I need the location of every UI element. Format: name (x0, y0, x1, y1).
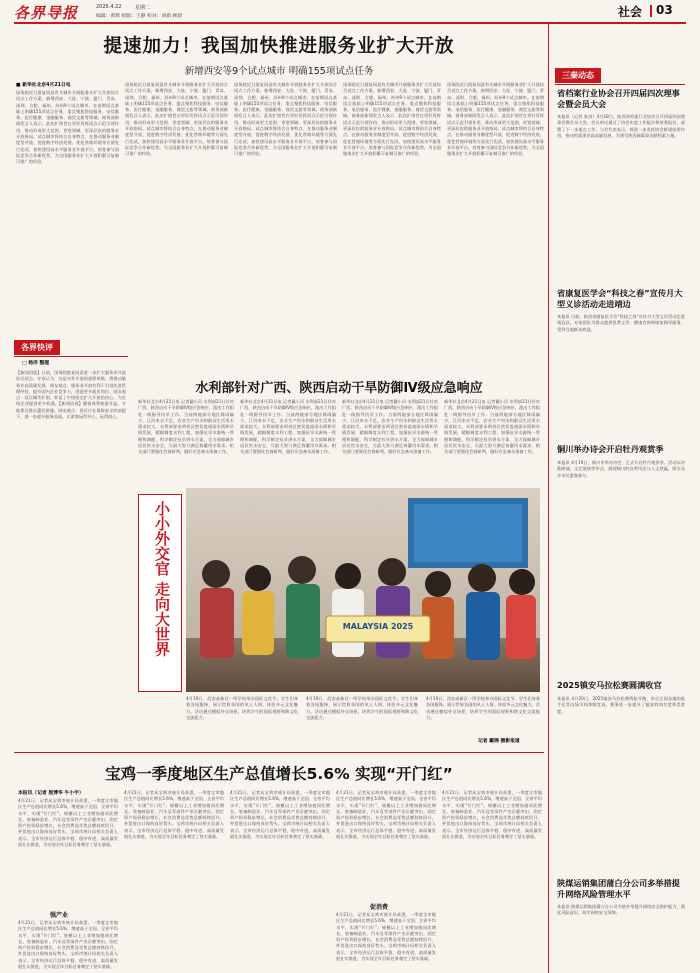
masthead-logo: 各界导报 (14, 4, 79, 22)
lead-subhead: 新增西安等9个试点城市 明确155项试点任务 (184, 66, 374, 77)
section-name: 社会 (618, 5, 643, 19)
drought-story (134, 367, 544, 467)
lead-col-3: 国务院近日批复同意有关城市开展服务业扩大开放综合试点工作方案，新增西安、大连、宁波、厦门、青岛、深圳、合肥、福州、苏州9个试点城市。在前期试点基础上明确155项试点任务，重点聚焦科技服务、电信服务、医疗健康、金融服务、商贸文旅等领域。商务部新闻发言人表示，此次扩围旨在更好发挥试点示范引领作用，推动形成更大范围、更宽领域、更深层次的服务业开放格局。试点城市将结合自身特点，在推动服务业制度型开放、促进数字经济发展、优化营商环境等方面先行先试，加快建设高水平服务业开放平台，培育参与国际竞争合作新优势，为全国服务业扩大开放积累可复制可推广的经验。 (234, 82, 337, 157)
lead-col-2: 国务院近日批复同意有关城市开展服务业扩大开放综合试点工作方案，新增西安、大连、宁波、厦门、青岛、深圳、合肥、福州、苏州9个试点城市。在前期试点基础上明确155项试点任务，重点聚焦科技服务、电信服务、医疗健康、金融服务、商贸文旅等领域。商务部新闻发言人表示，此次扩围旨在更好发挥试点示范引领作用，推动形成更大范围、更宽领域、更深层次的服务业开放格局。试点城市将结合自身特点，在推动服务业制度型开放、促进数字经济发展、优化营商环境等方面先行先试，加快建设高水平服务业开放平台，培育参与国际竞争合作新优势，为全国服务业扩大开放积累可复制可推广的经验。 (125, 82, 228, 157)
photo-caption-1: 4月19日，西安高新区一所学校举办国际文化节，学生们身着各国服饰，展示世界各国的风土人情，体验多元文化魅力。活动通过模拟外交场景，培养学生的国际视野和跨文化交流能力。 (186, 696, 298, 720)
sidebar-item-3-title: 铜川举办诗会开启牡丹观赏季 (557, 444, 664, 454)
drought-col-2: 新华社北京4月21日电 记者戴小河 水利部21日针对广西、陕西启动干旱防御Ⅳ级应急响应，派出工作组赴一线指导抗旱工作。当前两地部分地区降雨偏少，江河来水不足，农业生产用水和群众生活用水需求较大。水利部要求两省区密切监视雨水情和旱情发展，精细调度水利工程，加强抗旱水源统一管理和调配，科学制定抗旱供水方案，全力保障城乡居民饮水安全，尽最大努力满足春灌用水需求。相关部门要强化会商研判，做好应急备水准备工作。 (240, 399, 336, 455)
page-number: 03 (656, 3, 673, 17)
section-divider (650, 5, 652, 17)
drought-headline: 水利部针对广西、陕西启动干旱防御Ⅳ级应急响应 (195, 381, 483, 396)
drought-col-4: 新华社北京4月21日电 记者戴小河 水利部21日针对广西、陕西启动干旱防御Ⅳ级应急响应，派出工作组赴一线指导抗旱工作。当前两地部分地区降雨偏少，江河来水不足，农业生产用水和群众生活用水需求较大。水利部要求两省区密切监视雨水情和旱情发展，精细调度水利工程，加强抗旱水源统一管理和调配，科学制定抗旱供水方案，全力保障城乡居民饮水安全，尽最大努力满足春灌用水需求。相关部门要强化会商研判，做好应急备水准备工作。 (444, 399, 540, 455)
commentary (14, 340, 128, 750)
commentary-byline: □ 杨洋 整理 (22, 361, 50, 366)
economy-col-4: 4月21日，记者从宝鸡市统计局获悉，一季度全市地区生产总值同比增长5.6%，增速高于全国、全省平均水平，实现“开门红”。规模以上工业增加值同比增长，装备制造业、汽车及零部件产业贡献突出。固定资产投资稳步增长，社会消费品零售总额持续回升，外贸进出口保持良好势头。宝鸡市统计局相关负责人表示，全市经济运行总体平稳、稳中有进，高质量发展扎实推进，为实现全年目标任务奠定了坚实基础。 (336, 790, 436, 840)
sidebar (548, 24, 689, 973)
sidebar-item-4-body: 本报讯 4月20日，2025镇安马拉松赛鸣枪开跑，来自全国各地的选手在青山绿水间奔跑竞技。赛事进一步提升了镇安的知名度和美誉度。 (557, 696, 685, 714)
photo-title-box (138, 494, 182, 692)
drought-col-3: 新华社北京4月21日电 记者戴小河 水利部21日针对广西、陕西启动干旱防御Ⅳ级应急响应，派出工作组赴一线指导抗旱工作。当前两地部分地区降雨偏少，江河来水不足，农业生产用水和群众生活用水需求较大。水利部要求两省区密切监视雨水情和旱情发展，精细调度水利工程，加强抗旱水源统一管理和调配，科学制定抗旱供水方案，全力保障城乡居民饮水安全，尽最大努力满足春灌用水需求。相关部门要强化会商研判，做好应急备水准备工作。 (342, 399, 438, 455)
sidebar-item-2-body: 本报讯 日前，陕西省康复医学会“科技之春”宣传月大型义诊活动走进靖边县。专家团队为群众提供免费义诊、健康咨询和康复指导服务，受到当地群众欢迎。 (557, 314, 685, 332)
sidebar-item-1-body: 本报讯（记者 张涛）4月18日，陕西省档案行业协会召开四届四次理事会暨会员大会。会议审议通过了协会年度工作报告和财务报告，部署了下一步重点工作。与会代表表示，将进一步发挥协会桥梁纽带作用，推动档案事业高质量发展，为谱写陕西新篇章贡献档案力量。 (557, 114, 685, 138)
economy-subhead-1: 强产业 (50, 912, 69, 919)
lead-headline: 提速加力！我国加快推进服务业扩大开放 (103, 36, 455, 57)
lead-col-4: 国务院近日批复同意有关城市开展服务业扩大开放综合试点工作方案，新增西安、大连、宁波、厦门、青岛、深圳、合肥、福州、苏州9个试点城市。在前期试点基础上明确155项试点任务，重点聚焦科技服务、电信服务、医疗健康、金融服务、商贸文旅等领域。商务部新闻发言人表示，此次扩围旨在更好发挥试点示范引领作用，推动形成更大范围、更宽领域、更深层次的服务业开放格局。试点城市将结合自身特点，在推动服务业制度型开放、促进数字经济发展、优化营商环境等方面先行先试，加快建设高水平服务业开放平台，培育参与国际竞争合作新优势，为全国服务业扩大开放积累可复制可推广的经验。 (343, 82, 441, 157)
sidebar-item-5-body: 本报讯 陕煤运销集团蒲白分公司多措并举提升网络安全防护能力，强化风险意识，筑牢网络安全屏障。 (557, 904, 685, 916)
economy-col-1: 4月21日，记者从宝鸡市统计局获悉，一季度全市地区生产总值同比增长5.6%，增速高于全国、全省平均水平，实现“开门红”。规模以上工业增加值同比增长，装备制造业、汽车及零部件产业贡献突出。固定资产投资稳步增长，社会消费品零售总额持续回升，外贸进出口保持良好势头。宝鸡市统计局相关负责人表示，全市经济运行总体平稳、稳中有进，高质量发展扎实推进，为实现全年目标任务奠定了坚实基础。 (18, 798, 118, 848)
economy-col-5: 4月21日，记者从宝鸡市统计局获悉，一季度全市地区生产总值同比增长5.6%，增速高于全国、全省平均水平，实现“开门红”。规模以上工业增加值同比增长，装备制造业、汽车及零部件产业贡献突出。固定资产投资稳步增长，社会消费品零售总额持续回升，外贸进出口保持良好势头。宝鸡市统计局相关负责人表示，全市经济运行总体平稳、稳中有进，高质量发展扎实推进，为实现全年目标任务奠定了坚实基础。 (442, 790, 542, 840)
lead-col-1: 国务院近日批复同意有关城市开展服务业扩大开放综合试点工作方案，新增西安、大连、宁波、厦门、青岛、深圳、合肥、福州、苏州9个试点城市。在前期试点基础上明确155项试点任务，重点聚焦科技服务、电信服务、医疗健康、金融服务、商贸文旅等领域。商务部新闻发言人表示，此次扩围旨在更好发挥试点示范引领作用，推动形成更大范围、更宽领域、更深层次的服务业开放格局。试点城市将结合自身特点，在推动服务业制度型开放、促进数字经济发展、优化营商环境等方面先行先试，加快建设高水平服务业开放平台，培育参与国际竞争合作新优势，为全国服务业扩大开放积累可复制可推广的经验。 (16, 90, 119, 165)
photo-caption-2: 4月19日，西安高新区一所学校举办国际文化节，学生们身着各国服饰，展示世界各国的风土人情，体验多元文化魅力。活动通过模拟外交场景，培养学生的国际视野和跨文化交流能力。 (306, 696, 418, 720)
lead-col-5: 国务院近日批复同意有关城市开展服务业扩大开放综合试点工作方案，新增西安、大连、宁波、厦门、青岛、深圳、合肥、福州、苏州9个试点城市。在前期试点基础上明确155项试点任务，重点聚焦科技服务、电信服务、医疗健康、金融服务、商贸文旅等领域。商务部新闻发言人表示，此次扩围旨在更好发挥试点示范引领作用，推动形成更大范围、更宽领域、更深层次的服务业开放格局。试点城市将结合自身特点，在推动服务业制度型开放、促进数字经济发展、优化营商环境等方面先行先试，加快建设高水平服务业开放平台，培育参与国际竞争合作新优势，为全国服务业扩大开放积累可复制可推广的经验。 (447, 82, 544, 157)
economy-headline: 宝鸡一季度地区生产总值增长5.6% 实现“开门红” (105, 765, 453, 783)
economy-col-4b: 4月21日，记者从宝鸡市统计局获悉，一季度全市地区生产总值同比增长5.6%，增速高于全国、全省平均水平，实现“开门红”。规模以上工业增加值同比增长，装备制造业、汽车及零部件产业贡献突出。固定资产投资稳步增长，社会消费品零售总额持续回升，外贸进出口保持良好势头。宝鸡市统计局相关负责人表示，全市经济运行总体平稳、稳中有进，高质量发展扎实推进，为实现全年目标任务奠定了坚实基础。 (336, 912, 436, 962)
sidebar-item-2-title: 省康复医学会“科技之春”宣传月大型义诊活动走进靖边 (557, 288, 683, 309)
drought-col-1: 新华社北京4月21日电 记者戴小河 水利部21日针对广西、陕西启动干旱防御Ⅳ级应急响应，派出工作组赴一线指导抗旱工作。当前两地部分地区降雨偏少，江河来水不足，农业生产用水和群众生活用水需求较大。水利部要求两省区密切监视雨水情和旱情发展，精细调度水利工程，加强抗旱水源统一管理和调配，科学制定抗旱供水方案，全力保障城乡居民饮水安全，尽最大努力满足春灌用水需求。相关部门要强化会商研判，做好应急备水准备工作。 (138, 399, 234, 455)
lead-byline: ■ 新华社北京4月21日电 (16, 83, 71, 88)
photo-image (186, 488, 540, 692)
economy-col-1b: 4月21日，记者从宝鸡市统计局获悉，一季度全市地区生产总值同比增长5.6%，增速高于全国、全省平均水平，实现“开门红”。规模以上工业增加值同比增长，装备制造业、汽车及零部件产业贡献突出。固定资产投资稳步增长，社会消费品零售总额持续回升，外贸进出口保持良好势头。宝鸡市统计局相关负责人表示，全市经济运行总体平稳、稳中有进，高质量发展扎实推进，为实现全年目标任务奠定了坚实基础。 (18, 920, 118, 970)
classroom-photo (186, 488, 540, 692)
commentary-line (14, 356, 128, 357)
masthead-weekday: 星期二 (135, 5, 151, 11)
commentary-label: 各界快评 (14, 340, 60, 355)
photo-story (134, 488, 544, 750)
masthead-editors: 编辑：黄辉 组版：王静 校对：刘新 顾晨 (96, 14, 183, 19)
masthead (0, 0, 700, 22)
sidebar-item-4-title: 2025镇安马拉松赛圆满收官 (557, 680, 662, 690)
economy-col-2: 4月21日，记者从宝鸡市统计局获悉，一季度全市地区生产总值同比增长5.6%，增速高于全国、全省平均水平，实现“开门红”。规模以上工业增加值同比增长，装备制造业、汽车及零部件产业贡献突出。固定资产投资稳步增长，社会消费品零售总额持续回升，外贸进出口保持良好势头。宝鸡市统计局相关负责人表示，全市经济运行总体平稳、稳中有进，高质量发展扎实推进，为实现全年目标任务奠定了坚实基础。 (124, 790, 224, 840)
sidebar-label: 三秦动态 (555, 68, 601, 83)
economy-byline: 本报讯（记者 殷博华 牛小宇） (18, 791, 84, 796)
economy-rule (14, 752, 544, 753)
photo-title: 小小外交官 走向大世界 (153, 501, 171, 657)
commentary-body: 【新闻回放】日前，国务院批复同意进一步扩大服务业开放综合试点。专家认为，这是对外开放的重要举措，将推动服务业高质量发展。网友观点：服务业开放有利于引进先进管理经验，提升国内企业竞争力，创造更多就业岗位。网友观点：试点城市扩围，彰显了中国坚定扩大开放的决心，为全球企业提供更多机遇。【新闻回放】随着春季旅游升温，多地景区推出惠民措施。网友观点：景区应在保障安全的前提下，进一步提升服务品质，让游客玩得开心、玩得放心。 (16, 370, 126, 420)
sidebar-item-5-title: 陕煤运销集团蒲白分公司多举措提升网络风险管理水平 (557, 878, 680, 899)
sidebar-item-3-body: 本报讯 4月19日，铜川市举办诗会，正式开启牡丹观赏季。活动以诗歌朗诵、文艺展演等形式，展现铜川的自然风光与人文底蕴，吸引众多市民游客参与。 (557, 460, 685, 478)
photo-caption-3: 4月19日，西安高新区一所学校举办国际文化节，学生们身着各国服饰，展示世界各国的风土人情，体验多元文化魅力。活动通过模拟外交场景，培养学生的国际视野和跨文化交流能力。 (426, 696, 540, 720)
photo-banner-text: MALAYSIA 2025 (342, 622, 414, 631)
economy-story (14, 752, 544, 973)
economy-col-3: 4月21日，记者从宝鸡市统计局获悉，一季度全市地区生产总值同比增长5.6%，增速高于全国、全省平均水平，实现“开门红”。规模以上工业增加值同比增长，装备制造业、汽车及零部件产业贡献突出。固定资产投资稳步增长，社会消费品零售总额持续回升，外贸进出口保持良好势头。宝鸡市统计局相关负责人表示，全市经济运行总体平稳、稳中有进，高质量发展扎实推进，为实现全年目标任务奠定了坚实基础。 (230, 790, 330, 840)
economy-subhead-2: 促消费 (370, 904, 389, 911)
photo-credit: 记者 戴锦 摄影报道 (478, 739, 520, 744)
sidebar-label-line (555, 84, 685, 85)
masthead-date: 2025.4.22 (96, 4, 122, 10)
sidebar-item-1-title: 省档案行业协会召开四届四次理事会暨会员大会 (557, 88, 680, 109)
